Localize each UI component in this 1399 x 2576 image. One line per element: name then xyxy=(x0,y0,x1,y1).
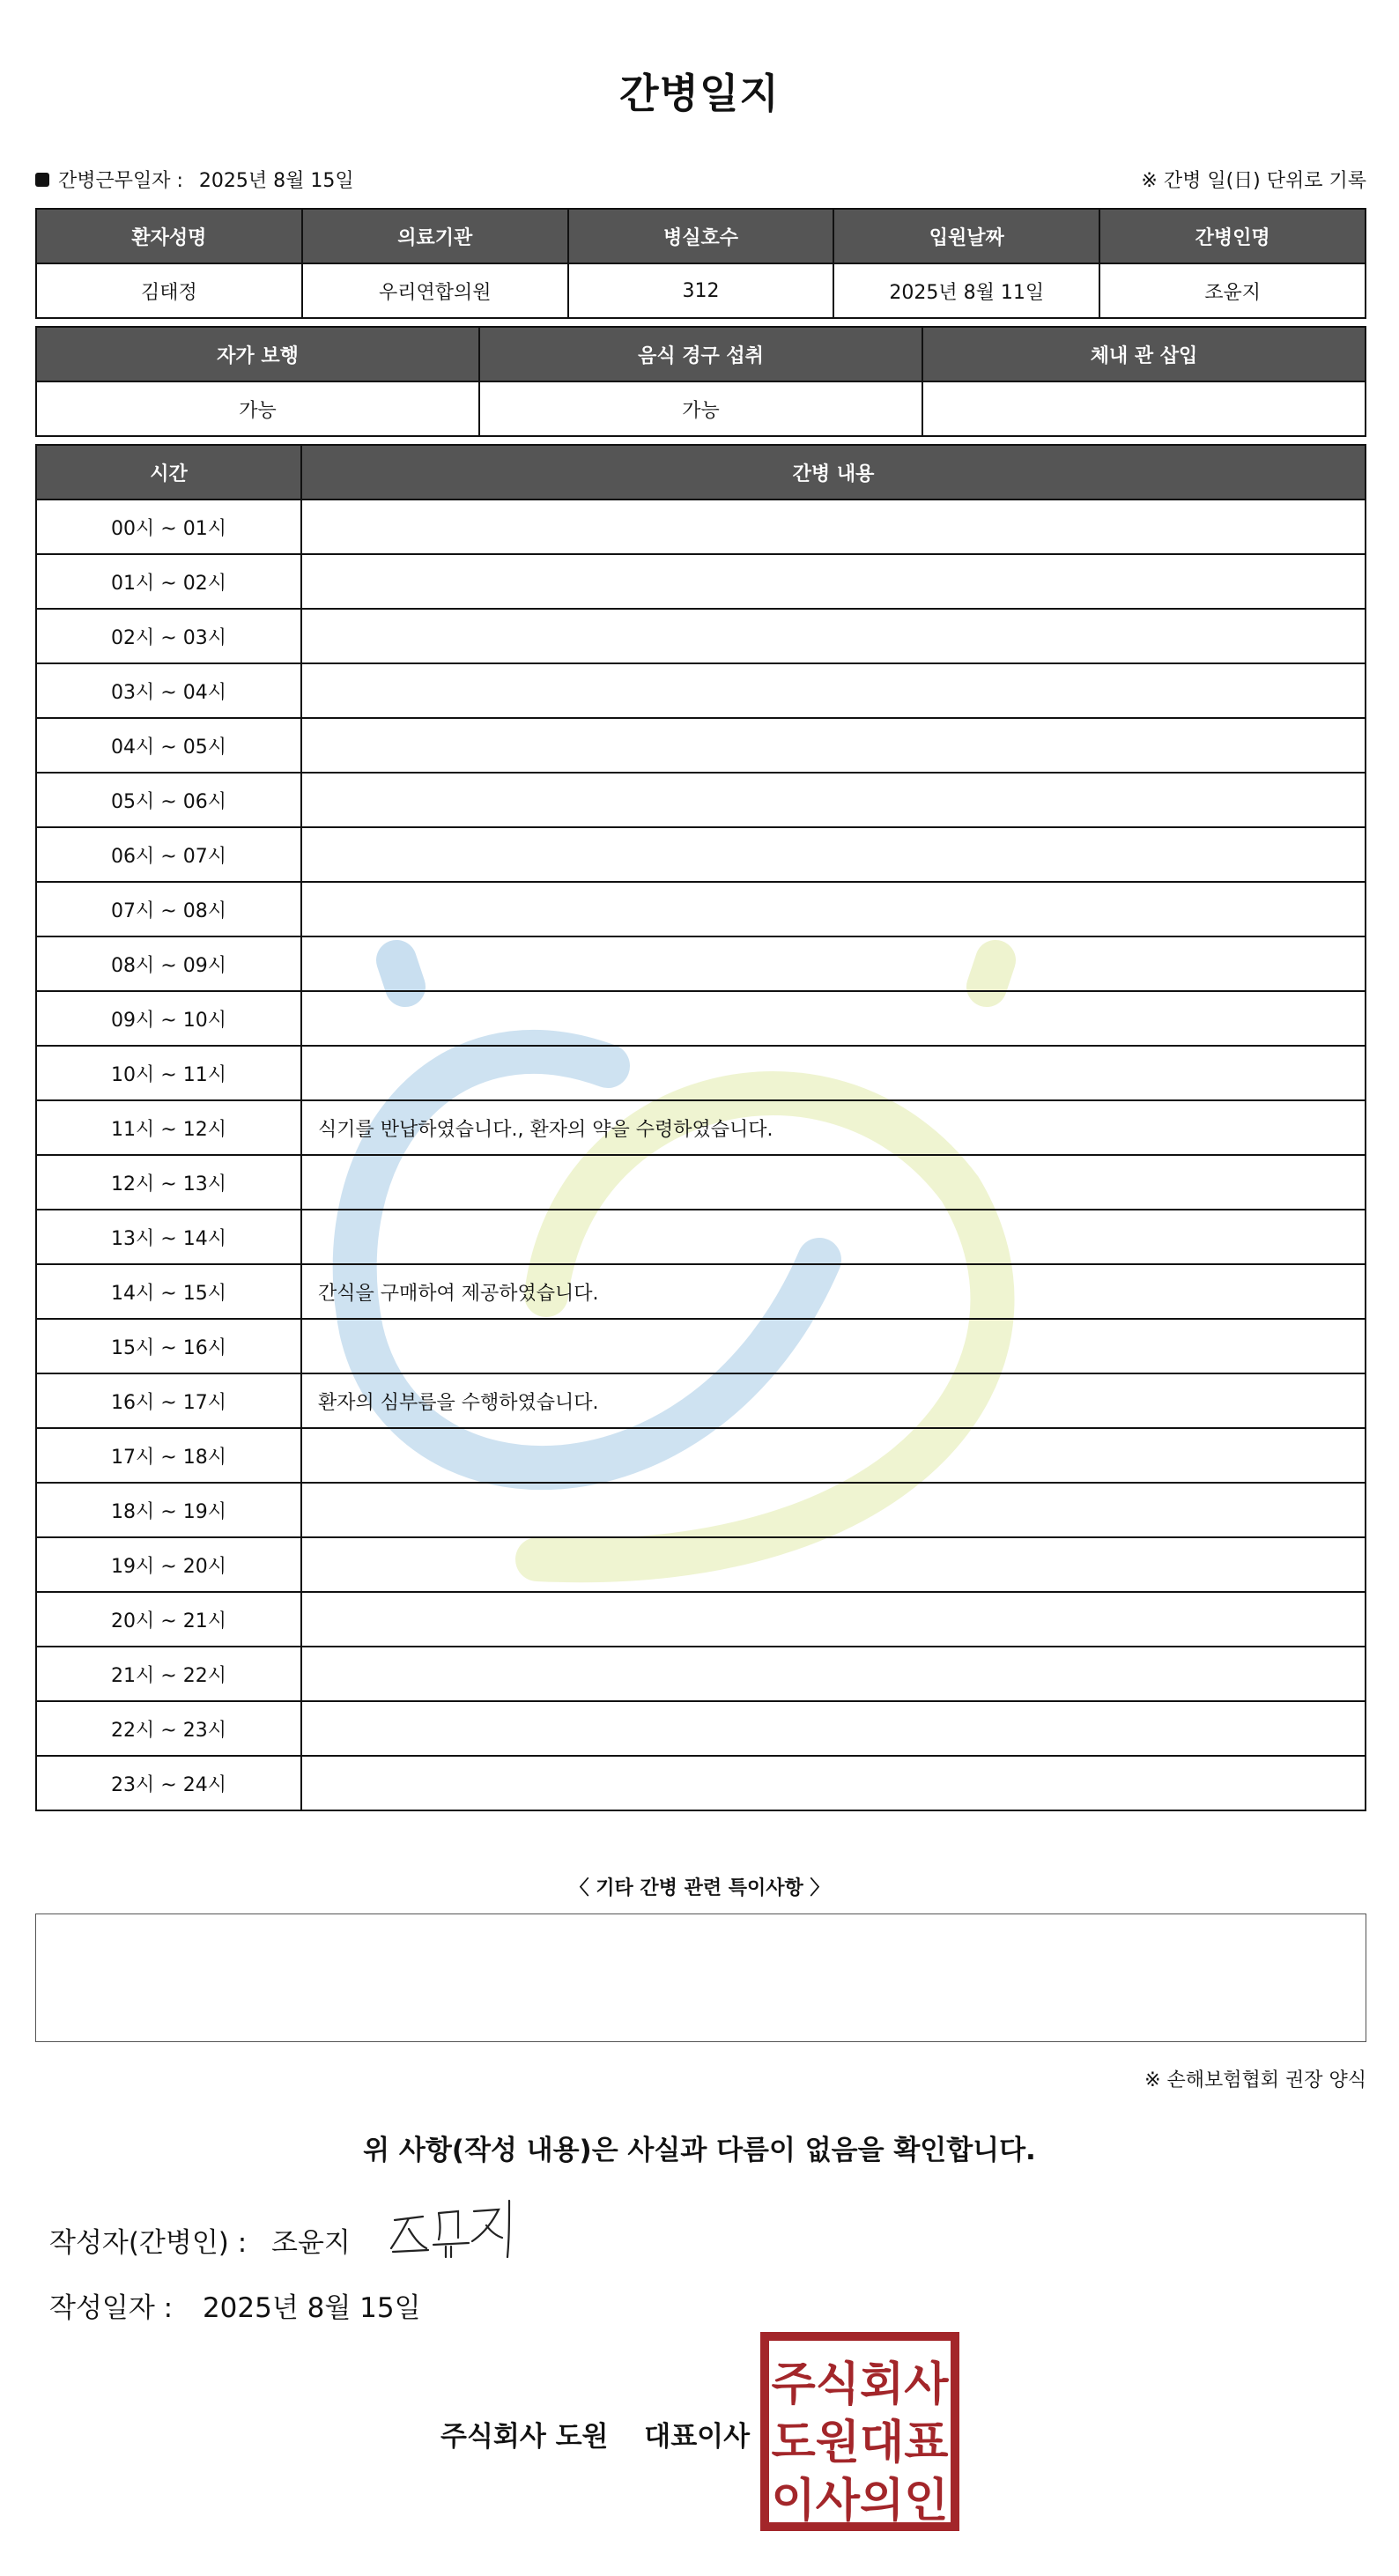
caregiver-name: 조윤지 xyxy=(1099,263,1366,318)
hospital-name: 우리연합의원 xyxy=(302,263,568,318)
log-row xyxy=(36,554,1366,609)
work-date-label: 간병근무일자 : xyxy=(58,170,183,192)
signature-image xyxy=(388,2194,520,2264)
document-title: 간병일지 xyxy=(619,70,780,117)
notes-box xyxy=(35,1913,1366,2042)
log-time: 08시 ~ 09시 xyxy=(36,936,301,991)
log-row xyxy=(36,1264,1366,1319)
patient-info-table xyxy=(35,208,1366,319)
log-content xyxy=(301,991,1366,1046)
header-caregiver: 간병인명 xyxy=(1099,209,1366,263)
log-time: 11시 ~ 12시 xyxy=(36,1100,301,1155)
log-content: 간식을 구매하여 제공하였습니다. xyxy=(301,1264,1366,1319)
log-row xyxy=(36,773,1366,827)
header-patient-name: 환자성명 xyxy=(36,209,302,263)
log-content xyxy=(301,718,1366,773)
log-row xyxy=(36,663,1366,718)
status-value-row xyxy=(36,381,1366,436)
log-time: 15시 ~ 16시 xyxy=(36,1319,301,1373)
patient-value-row xyxy=(36,263,1366,318)
log-row xyxy=(36,1483,1366,1537)
header-oral-intake: 음식 경구 섭취 xyxy=(479,327,922,381)
log-row xyxy=(36,1319,1366,1373)
care-log-table xyxy=(35,444,1366,1811)
svg-text:주식회사: 주식회사 xyxy=(771,2358,949,2411)
log-row xyxy=(36,1155,1366,1210)
log-time: 18시 ~ 19시 xyxy=(36,1483,301,1537)
log-content xyxy=(301,1647,1366,1701)
svg-text:이사의인: 이사의인 xyxy=(771,2475,949,2528)
log-content xyxy=(301,663,1366,718)
tube-value xyxy=(922,381,1366,436)
log-content xyxy=(301,1319,1366,1373)
log-time: 01시 ~ 02시 xyxy=(36,554,301,609)
log-row xyxy=(36,991,1366,1046)
log-time: 17시 ~ 18시 xyxy=(36,1428,301,1483)
log-row xyxy=(36,500,1366,554)
log-row xyxy=(36,1210,1366,1264)
admission-date: 2025년 8월 11일 xyxy=(833,263,1099,318)
log-row xyxy=(36,1701,1366,1756)
header-walking: 자가 보행 xyxy=(36,327,479,381)
log-row xyxy=(36,936,1366,991)
log-row xyxy=(36,827,1366,882)
log-header-row xyxy=(36,445,1366,500)
representative-title: 대표이사 xyxy=(644,2421,751,2453)
header-tube: 체내 관 삽입 xyxy=(922,327,1366,381)
patient-header-row xyxy=(36,209,1366,263)
log-row xyxy=(36,718,1366,773)
log-time: 06시 ~ 07시 xyxy=(36,827,301,882)
log-content xyxy=(301,1701,1366,1756)
log-content: 환자의 심부름을 수행하였습니다. xyxy=(301,1373,1366,1428)
log-time: 07시 ~ 08시 xyxy=(36,882,301,936)
status-table xyxy=(35,326,1366,437)
writer-name: 조윤지 xyxy=(271,2227,351,2259)
log-content xyxy=(301,1592,1366,1647)
log-time: 05시 ~ 06시 xyxy=(36,773,301,827)
log-content: 식기를 반납하였습니다., 환자의 약을 수령하였습니다. xyxy=(301,1100,1366,1155)
header-admission-date: 입원날짜 xyxy=(833,209,1099,263)
log-content xyxy=(301,936,1366,991)
association-note: ※ 손해보험협회 권장 양식 xyxy=(1144,2069,1366,2091)
svg-text:도원대표: 도원대표 xyxy=(771,2417,949,2469)
header-care-content: 간병 내용 xyxy=(301,445,1366,500)
log-content xyxy=(301,1483,1366,1537)
work-date xyxy=(35,166,354,193)
log-time: 03시 ~ 04시 xyxy=(36,663,301,718)
log-time: 19시 ~ 20시 xyxy=(36,1537,301,1592)
log-time: 23시 ~ 24시 xyxy=(36,1756,301,1810)
company-line xyxy=(440,2414,750,2454)
log-time: 10시 ~ 11시 xyxy=(36,1046,301,1100)
work-date-value: 2025년 8월 15일 xyxy=(198,170,354,192)
log-time: 00시 ~ 01시 xyxy=(36,500,301,554)
log-content xyxy=(301,500,1366,554)
log-content xyxy=(301,1210,1366,1264)
log-row xyxy=(36,1100,1366,1155)
log-row xyxy=(36,1592,1366,1647)
writer-label: 작성자(간병인) : xyxy=(49,2227,248,2259)
room-number: 312 xyxy=(568,263,834,318)
company-seal xyxy=(759,2331,960,2532)
log-time: 22시 ~ 23시 xyxy=(36,1701,301,1756)
log-row xyxy=(36,1373,1366,1428)
log-row xyxy=(36,882,1366,936)
log-body xyxy=(36,500,1366,1810)
log-time: 09시 ~ 10시 xyxy=(36,991,301,1046)
header-time: 시간 xyxy=(36,445,301,500)
header-room: 병실호수 xyxy=(568,209,834,263)
log-content xyxy=(301,827,1366,882)
log-row xyxy=(36,609,1366,663)
log-row xyxy=(36,1046,1366,1100)
log-content xyxy=(301,1756,1366,1810)
log-content xyxy=(301,882,1366,936)
log-content xyxy=(301,1537,1366,1592)
log-content xyxy=(301,609,1366,663)
date-line xyxy=(49,2285,421,2325)
log-time: 21시 ~ 22시 xyxy=(36,1647,301,1701)
header-hospital: 의료기관 xyxy=(302,209,568,263)
log-row xyxy=(36,1756,1366,1810)
confirmation-text: 위 사항(작성 내용)은 사실과 다름이 없음을 확인합니다. xyxy=(363,2135,1036,2166)
bullet-square-icon xyxy=(35,173,49,187)
company-name: 주식회사 도원 xyxy=(440,2421,609,2453)
log-time: 13시 ~ 14시 xyxy=(36,1210,301,1264)
log-time: 16시 ~ 17시 xyxy=(36,1373,301,1428)
log-content xyxy=(301,1155,1366,1210)
log-content xyxy=(301,773,1366,827)
log-time: 12시 ~ 13시 xyxy=(36,1155,301,1210)
writer-line xyxy=(49,2220,351,2260)
log-time: 20시 ~ 21시 xyxy=(36,1592,301,1647)
log-time: 14시 ~ 15시 xyxy=(36,1264,301,1319)
oral-intake-value: 가능 xyxy=(479,381,922,436)
status-header-row xyxy=(36,327,1366,381)
log-content xyxy=(301,1428,1366,1483)
log-time: 02시 ~ 03시 xyxy=(36,609,301,663)
log-content xyxy=(301,1046,1366,1100)
patient-name: 김태정 xyxy=(36,263,302,318)
log-row xyxy=(36,1647,1366,1701)
walking-value: 가능 xyxy=(36,381,479,436)
log-row xyxy=(36,1428,1366,1483)
date-value: 2025년 8월 15일 xyxy=(202,2292,421,2324)
log-time: 04시 ~ 05시 xyxy=(36,718,301,773)
log-row xyxy=(36,1537,1366,1592)
unit-note: ※ 간병 일(日) 단위로 기록 xyxy=(1141,170,1366,192)
log-content xyxy=(301,554,1366,609)
date-label: 작성일자 : xyxy=(49,2292,174,2324)
notes-title: 〈 기타 간병 관련 특이사항 〉 xyxy=(569,1877,830,1899)
